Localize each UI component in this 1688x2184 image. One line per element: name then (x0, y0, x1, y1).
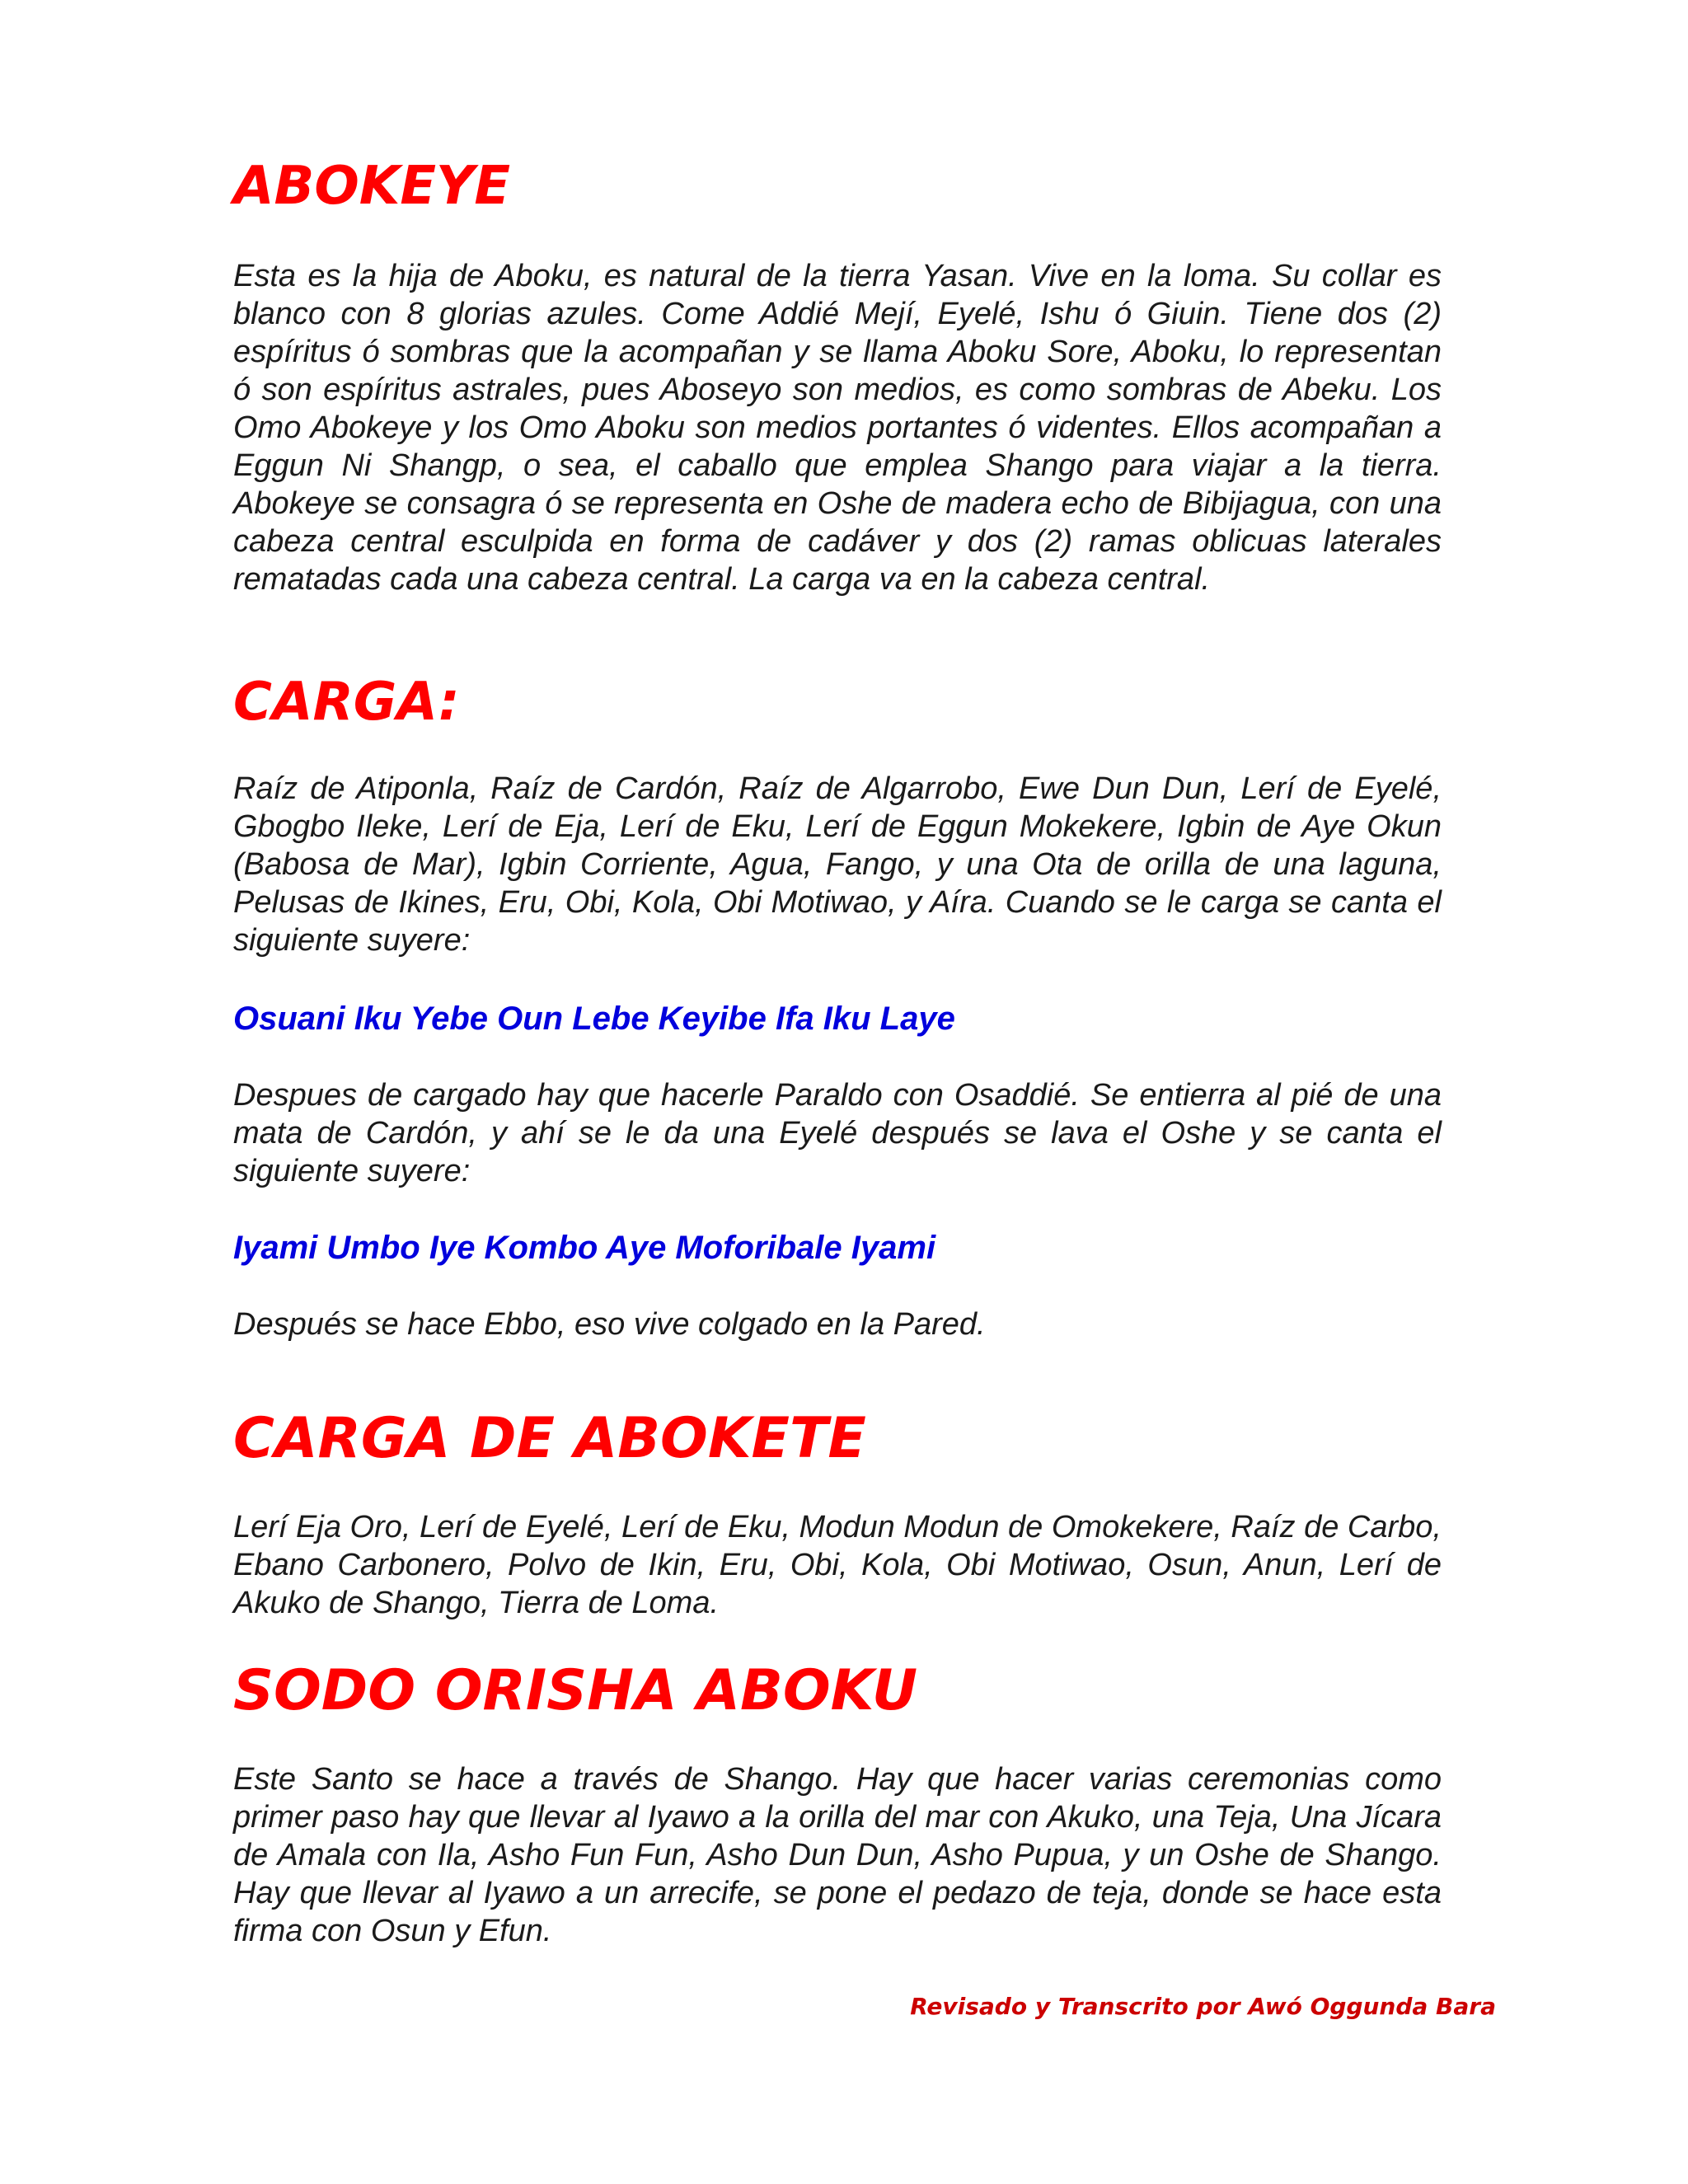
paragraph-carga-abokete: Lerí Eja Oro, Lerí de Eyelé, Lerí de Eku, Modun Modun de Omokekere, Raíz de Carbo, Ebano Carbonero, Polvo de Ikin, Eru, Obi, Kola, Obi Motiwao, Osun, Anun, Lerí de Akuko de Shango, Tierra de Loma. (233, 1510, 1442, 1620)
suyere-second: Iyami Umbo Iye Kombo Aye Moforibale Iyami (233, 1230, 936, 1266)
suyere-first: Osuani Iku Yebe Oun Lebe Keyibe Ifa Iku Laye (233, 1001, 955, 1037)
heading-carga: CARGA: (233, 672, 460, 733)
paragraph-carga-ingredients: Raíz de Atiponla, Raíz de Cardón, Raíz de Algarrobo, Ewe Dun Dun, Lerí de Eyelé, Gbogbo Ileke, Lerí de Eja, Lerí de Eku, Lerí de Eggun Mokekere, Igbin de Aye Okun (Babosa de Mar), Igbin Corriente, Agua, Fango, y una Ota de orilla de una laguna, Pelusas de Ikines, Eru, Obi, Kola, Obi Motiwao, y Aíra. Cuando se le carga se canta el siguiente suyere: (233, 771, 1442, 958)
footer-credit: Revisado y Transcrito por Awó Oggunda Bara (910, 1993, 1496, 2020)
heading-abokeye: ABOKEYE (233, 156, 511, 217)
paragraph-carga-ebbo: Después se hace Ebbo, eso vive colgado en la Pared. (233, 1307, 986, 1342)
paragraph-abokeye: Esta es la hija de Aboku, es natural de la tierra Yasan. Vive en la loma. Su collar es blanco con 8 glorias azules. Come Addié Mejí, Eyelé, Ishu ó Giuin. Tiene dos (2) espíritus ó sombras que la acompañan y se llama Aboku Sore, Aboku, lo representan ó son espíritus astrales, pues Aboseyo son medios, es como sombras de Abeku. Los Omo Abokeye y los Omo Aboku son medios portantes ó videntes. Ellos acompañan a Eggun Ni Shangp, o sea, el caballo que emplea Shango para viajar a la tierra. Abokeye se consagra ó se representa en Oshe de madera echo de Bibijagua, con una cabeza central esculpida en forma de cadáver y dos (2) ramas oblicuas laterales rematadas cada una cabeza central. La carga va en la cabeza central. (233, 259, 1442, 597)
heading-sodo-orisha-aboku: SODO ORISHA ABOKU (233, 1658, 918, 1723)
paragraph-carga-after: Despues de cargado hay que hacerle Paraldo con Osaddié. Se entierra al pié de una mata de Cardón, y ahí se le da una Eyelé después se lava el Oshe y se canta el siguiente suyere: (233, 1078, 1442, 1188)
heading-carga-abokete: CARGA DE ABOKETE (233, 1406, 866, 1471)
paragraph-sodo-orisha: Este Santo se hace a través de Shango. Hay que hacer varias ceremonias como primer paso hay que llevar al Iyawo a la orilla del mar con Akuko, una Teja, Una Jícara de Amala con Ila, Asho Fun Fun, Asho Dun Dun, Asho Pupua, y un Oshe de Shango. Hay que llevar al Iyawo a un arrecife, se pone el pedazo de teja, donde se hace esta firma con Osun y Efun. (233, 1762, 1442, 1948)
